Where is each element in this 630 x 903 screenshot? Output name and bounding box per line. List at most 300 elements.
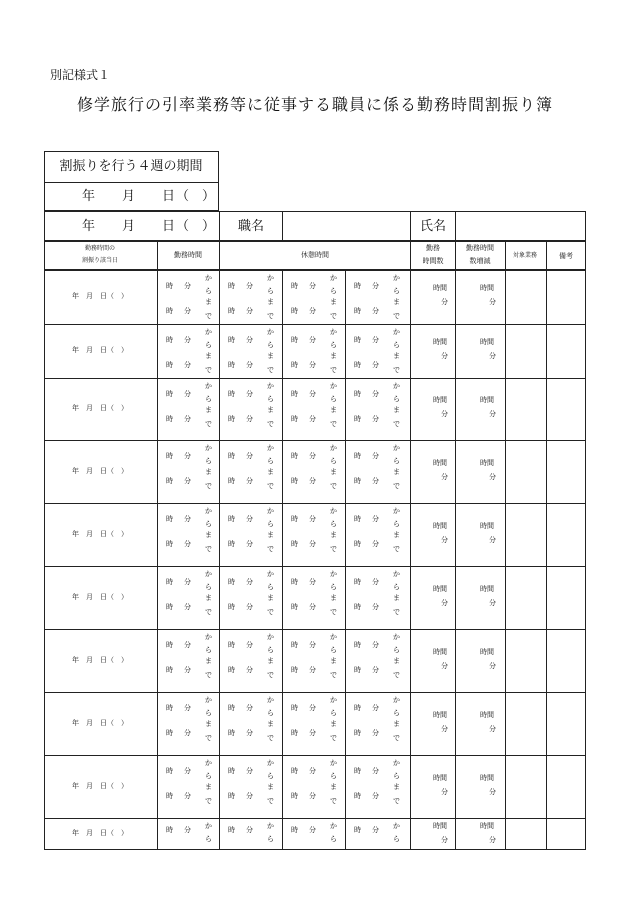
time-minute: 分 (372, 540, 379, 548)
change-minutes-unit: 分 (489, 724, 496, 733)
change-minutes-unit: 分 (489, 661, 496, 670)
time-minute: 分 (184, 452, 191, 460)
time-hour: 時 (228, 792, 235, 800)
time-minute: 分 (246, 452, 253, 460)
work-hours-unit: 時間 (433, 773, 447, 782)
row-divider (345, 270, 346, 324)
time-from-1: か (393, 382, 400, 390)
time-until-1: ま (330, 406, 337, 414)
time-from-1: か (267, 507, 274, 515)
time-from-2: ら (205, 341, 212, 349)
row-divider (455, 755, 456, 818)
time-hour: 時 (166, 390, 173, 398)
time-until-2: で (330, 671, 337, 679)
time-minute: 分 (372, 729, 379, 737)
time-until-2: で (330, 312, 337, 320)
time-from-2: ら (205, 646, 212, 654)
row-divider (345, 755, 346, 818)
row-divider (455, 378, 456, 440)
time-minute: 分 (372, 666, 379, 674)
row-divider (219, 629, 220, 692)
time-hour: 時 (228, 415, 235, 423)
time-until-1: ま (330, 783, 337, 791)
time-hour: 時 (166, 792, 173, 800)
time-hour: 時 (166, 578, 173, 586)
duty-cell[interactable] (506, 630, 545, 692)
time-until-2: で (267, 366, 274, 374)
duty-cell[interactable] (506, 504, 545, 566)
time-minute: 分 (372, 415, 379, 423)
time-until-2: で (205, 734, 212, 742)
time-until-2: で (330, 545, 337, 553)
remarks-cell[interactable] (547, 271, 585, 324)
time-from-1: か (205, 633, 212, 641)
row-divider (157, 270, 158, 324)
remarks-cell[interactable] (547, 441, 585, 503)
time-hour: 時 (354, 336, 361, 344)
work-hours-unit: 時間 (433, 338, 447, 346)
time-hour: 時 (228, 641, 235, 649)
period-year-1: 年 (82, 189, 96, 204)
time-from-1: か (393, 822, 400, 830)
time-hour: 時 (228, 826, 235, 834)
period-day-1: 日 (162, 189, 176, 204)
work-minutes-unit: 分 (441, 410, 448, 418)
time-minute: 分 (184, 477, 191, 485)
time-until-2: で (267, 420, 274, 428)
duty-cell[interactable] (506, 271, 545, 324)
time-from-2: ら (330, 520, 337, 528)
time-minute: 分 (246, 704, 253, 712)
time-from-1: か (267, 822, 274, 830)
time-from-1: か (205, 382, 212, 390)
row-divider (282, 324, 283, 378)
change-hours-unit: 時間 (480, 822, 494, 830)
header-divider (157, 241, 158, 270)
remarks-cell[interactable] (547, 756, 585, 818)
row-divider (282, 503, 283, 566)
row-divider (410, 629, 411, 692)
header-work-time: 勤務時間 (174, 251, 202, 259)
time-hour: 時 (354, 540, 361, 548)
name-label: 氏名 (420, 219, 447, 234)
time-hour: 時 (228, 729, 235, 737)
row-divider (410, 440, 411, 503)
time-minute: 分 (246, 515, 253, 523)
time-hour: 時 (228, 477, 235, 485)
time-until-2: で (393, 734, 400, 742)
row-divider (219, 440, 220, 503)
time-hour: 時 (354, 792, 361, 800)
work-minutes-unit: 分 (441, 661, 448, 670)
time-until-1: ま (330, 720, 337, 728)
time-from-2: ら (267, 709, 274, 717)
time-hour: 時 (291, 641, 298, 649)
row-date: 年 月 日（ ） (72, 781, 128, 790)
time-from-2: ら (330, 287, 337, 295)
time-from-1: か (330, 444, 337, 452)
time-from-2: ら (393, 835, 400, 843)
time-from-2: ら (205, 457, 212, 465)
time-until-2: で (267, 797, 274, 805)
duty-cell[interactable] (506, 693, 545, 755)
time-hour: 時 (291, 477, 298, 485)
period-month-2: 月 (122, 219, 136, 234)
time-from-2: ら (330, 772, 337, 780)
row-divider (219, 818, 220, 849)
remarks-cell[interactable] (547, 567, 585, 629)
time-until-2: で (330, 482, 337, 490)
time-hour: 時 (354, 452, 361, 460)
time-hour: 時 (354, 477, 361, 485)
row-divider (345, 324, 346, 378)
time-from-1: か (267, 570, 274, 578)
time-hour: 時 (228, 361, 235, 369)
time-until-1: ま (393, 298, 400, 306)
header-change-1: 勤務時間 (466, 244, 494, 252)
row-date: 年 月 日（ ） (72, 718, 128, 727)
remarks-cell[interactable] (547, 379, 585, 440)
time-until-2: で (267, 608, 274, 616)
time-until-2: で (393, 366, 400, 374)
time-from-2: ら (393, 457, 400, 465)
time-until-1: ま (393, 531, 400, 539)
time-minute: 分 (309, 826, 316, 834)
time-from-1: か (393, 507, 400, 515)
time-minute: 分 (246, 477, 253, 485)
row-divider (282, 818, 283, 849)
time-from-1: か (330, 822, 337, 830)
work-minutes-unit: 分 (441, 836, 448, 844)
time-hour: 時 (354, 767, 361, 775)
time-minute: 分 (246, 792, 253, 800)
row-divider (455, 440, 456, 503)
time-minute: 分 (309, 282, 316, 290)
time-minute: 分 (372, 307, 379, 315)
time-until-1: ま (267, 531, 274, 539)
time-minute: 分 (246, 307, 253, 315)
time-minute: 分 (372, 603, 379, 611)
duty-cell[interactable] (506, 441, 545, 503)
row-divider (410, 270, 411, 324)
work-minutes-unit: 分 (441, 724, 448, 733)
time-from-1: か (330, 759, 337, 767)
time-until-1: ま (393, 657, 400, 665)
time-until-1: ま (267, 468, 274, 476)
row-divider (345, 378, 346, 440)
time-from-2: ら (205, 520, 212, 528)
time-hour: 時 (291, 307, 298, 315)
time-until-2: で (393, 420, 400, 428)
change-minutes-unit: 分 (489, 787, 496, 796)
work-hours-unit: 時間 (433, 710, 447, 719)
time-hour: 時 (166, 540, 173, 548)
time-until-1: ま (393, 783, 400, 791)
duty-cell[interactable] (506, 325, 545, 378)
time-until-1: ま (330, 352, 337, 360)
time-until-1: ま (267, 720, 274, 728)
time-minute: 分 (309, 603, 316, 611)
time-from-2: ら (330, 395, 337, 403)
time-minute: 分 (372, 578, 379, 586)
time-until-1: ま (393, 352, 400, 360)
change-minutes-unit: 分 (489, 598, 496, 607)
time-hour: 時 (166, 826, 173, 834)
time-from-2: ら (267, 520, 274, 528)
time-until-2: で (205, 608, 212, 616)
time-until-1: ま (330, 657, 337, 665)
time-until-1: ま (330, 298, 337, 306)
time-from-1: か (267, 759, 274, 767)
time-until-2: で (330, 734, 337, 742)
header-duty: 対象業務 (512, 252, 538, 259)
duty-cell[interactable] (506, 567, 545, 629)
time-minute: 分 (309, 767, 316, 775)
time-from-1: か (393, 328, 400, 336)
change-hours-unit: 時間 (480, 773, 494, 782)
time-minute: 分 (309, 452, 316, 460)
row-divider (410, 692, 411, 755)
time-until-2: で (393, 608, 400, 616)
time-until-2: で (205, 482, 212, 490)
time-hour: 時 (228, 336, 235, 344)
time-from-2: ら (267, 835, 274, 843)
time-hour: 時 (354, 578, 361, 586)
remarks-cell[interactable] (547, 325, 585, 378)
remarks-cell[interactable] (547, 819, 585, 849)
time-hour: 時 (291, 515, 298, 523)
header-date-1: 勤務時間の (84, 245, 116, 252)
time-minute: 分 (372, 704, 379, 712)
time-from-1: か (330, 633, 337, 641)
time-from-1: か (393, 759, 400, 767)
time-from-1: か (267, 328, 274, 336)
time-minute: 分 (372, 641, 379, 649)
row-divider (282, 755, 283, 818)
time-from-2: ら (267, 287, 274, 295)
time-until-1: ま (267, 783, 274, 791)
time-minute: 分 (246, 603, 253, 611)
header-divider (546, 241, 547, 270)
row-date: 年 月 日（ ） (72, 592, 128, 601)
time-from-1: か (330, 507, 337, 515)
row-date: 年 月 日（ ） (72, 655, 128, 664)
time-hour: 時 (166, 704, 173, 712)
time-until-1: ま (267, 594, 274, 602)
time-until-1: ま (330, 531, 337, 539)
time-hour: 時 (354, 729, 361, 737)
time-from-2: ら (393, 583, 400, 591)
time-minute: 分 (184, 515, 191, 523)
time-hour: 時 (166, 603, 173, 611)
time-hour: 時 (354, 415, 361, 423)
remarks-cell[interactable] (547, 630, 585, 692)
time-from-1: か (205, 274, 212, 282)
row-divider (157, 629, 158, 692)
time-until-1: ま (267, 352, 274, 360)
duty-cell[interactable] (506, 379, 545, 440)
time-hour: 時 (166, 767, 173, 775)
time-hour: 時 (291, 767, 298, 775)
row-divider (410, 755, 411, 818)
row-divider (282, 629, 283, 692)
time-until-1: ま (393, 720, 400, 728)
remarks-cell[interactable] (547, 504, 585, 566)
row-divider (282, 440, 283, 503)
time-hour: 時 (228, 704, 235, 712)
period-paren-2: （ ） (176, 219, 216, 234)
time-until-2: で (205, 545, 212, 553)
row-divider (455, 629, 456, 692)
time-until-1: ま (205, 468, 212, 476)
time-hour: 時 (291, 452, 298, 460)
time-from-1: か (267, 382, 274, 390)
time-hour: 時 (354, 361, 361, 369)
row-divider (345, 566, 346, 629)
time-minute: 分 (372, 282, 379, 290)
duty-cell[interactable] (506, 819, 545, 849)
duty-cell[interactable] (506, 756, 545, 818)
row-divider (455, 324, 456, 378)
time-from-2: ら (205, 709, 212, 717)
row-divider (455, 503, 456, 566)
time-minute: 分 (184, 282, 191, 290)
change-minutes-unit: 分 (489, 836, 496, 844)
row-divider (157, 324, 158, 378)
time-hour: 時 (354, 515, 361, 523)
time-minute: 分 (309, 336, 316, 344)
time-until-2: で (205, 671, 212, 679)
time-from-1: か (267, 274, 274, 282)
row-divider (219, 755, 220, 818)
time-minute: 分 (372, 390, 379, 398)
time-until-1: ま (205, 531, 212, 539)
time-hour: 時 (291, 704, 298, 712)
time-hour: 時 (291, 361, 298, 369)
time-from-2: ら (330, 835, 337, 843)
time-hour: 時 (354, 390, 361, 398)
work-hours-unit: 時間 (433, 521, 447, 530)
time-until-1: ま (205, 720, 212, 728)
work-minutes-unit: 分 (441, 298, 448, 306)
work-hours-unit: 時間 (433, 458, 447, 467)
time-minute: 分 (309, 792, 316, 800)
row-divider (410, 324, 411, 378)
header-divider (410, 241, 411, 270)
time-hour: 時 (291, 415, 298, 423)
row-divider (219, 566, 220, 629)
row-divider (157, 566, 158, 629)
time-minute: 分 (246, 729, 253, 737)
time-minute: 分 (309, 578, 316, 586)
time-minute: 分 (309, 540, 316, 548)
time-until-1: ま (205, 783, 212, 791)
period-paren-1: （ ） (176, 189, 216, 204)
time-from-2: ら (393, 709, 400, 717)
header-divider (505, 241, 506, 270)
work-minutes-unit: 分 (441, 535, 448, 544)
time-minute: 分 (246, 361, 253, 369)
time-hour: 時 (166, 515, 173, 523)
time-hour: 時 (291, 826, 298, 834)
time-until-1: ま (267, 298, 274, 306)
time-from-2: ら (267, 457, 274, 465)
time-until-1: ま (330, 594, 337, 602)
change-minutes-unit: 分 (489, 352, 496, 360)
time-minute: 分 (372, 452, 379, 460)
time-hour: 時 (354, 282, 361, 290)
time-hour: 時 (291, 666, 298, 674)
time-minute: 分 (246, 390, 253, 398)
time-minute: 分 (309, 390, 316, 398)
row-divider (455, 270, 456, 324)
header-hours-1: 勤務 (426, 244, 440, 252)
time-minute: 分 (309, 515, 316, 523)
time-hour: 時 (166, 282, 173, 290)
work-hours-unit: 時間 (433, 822, 447, 830)
position-label: 職名 (238, 219, 265, 234)
time-minute: 分 (184, 307, 191, 315)
work-minutes-unit: 分 (441, 472, 448, 481)
time-hour: 時 (228, 666, 235, 674)
time-minute: 分 (246, 282, 253, 290)
time-minute: 分 (184, 361, 191, 369)
time-hour: 時 (354, 603, 361, 611)
time-from-2: ら (267, 395, 274, 403)
time-hour: 時 (228, 540, 235, 548)
time-minute: 分 (309, 415, 316, 423)
time-from-2: ら (330, 709, 337, 717)
time-from-2: ら (205, 395, 212, 403)
remarks-cell[interactable] (547, 693, 585, 755)
time-until-2: で (205, 312, 212, 320)
time-until-1: ま (205, 406, 212, 414)
row-divider (345, 629, 346, 692)
header-divider (219, 241, 220, 270)
row-divider (455, 818, 456, 849)
time-hour: 時 (291, 603, 298, 611)
row-divider (345, 440, 346, 503)
time-minute: 分 (246, 641, 253, 649)
row-date: 年 月 日（ ） (72, 529, 128, 538)
time-minute: 分 (246, 826, 253, 834)
time-until-2: で (205, 797, 212, 805)
period-label: 割振りを行う４週の期間 (59, 159, 203, 174)
header-hours-2: 時間数 (422, 257, 444, 265)
time-minute: 分 (184, 415, 191, 423)
time-minute: 分 (309, 477, 316, 485)
time-until-2: で (267, 312, 274, 320)
change-hours-unit: 時間 (480, 647, 494, 656)
time-from-1: か (393, 633, 400, 641)
time-minute: 分 (372, 515, 379, 523)
time-until-1: ま (205, 657, 212, 665)
time-until-1: ま (330, 468, 337, 476)
time-until-2: で (393, 482, 400, 490)
time-hour: 時 (354, 704, 361, 712)
time-until-1: ま (205, 352, 212, 360)
change-minutes-unit: 分 (489, 535, 496, 544)
row-divider (455, 692, 456, 755)
time-hour: 時 (166, 666, 173, 674)
row-divider (219, 324, 220, 378)
work-minutes-unit: 分 (441, 352, 448, 360)
change-hours-unit: 時間 (480, 338, 494, 346)
time-minute: 分 (309, 666, 316, 674)
time-until-1: ま (393, 468, 400, 476)
time-from-2: ら (267, 772, 274, 780)
time-minute: 分 (184, 336, 191, 344)
